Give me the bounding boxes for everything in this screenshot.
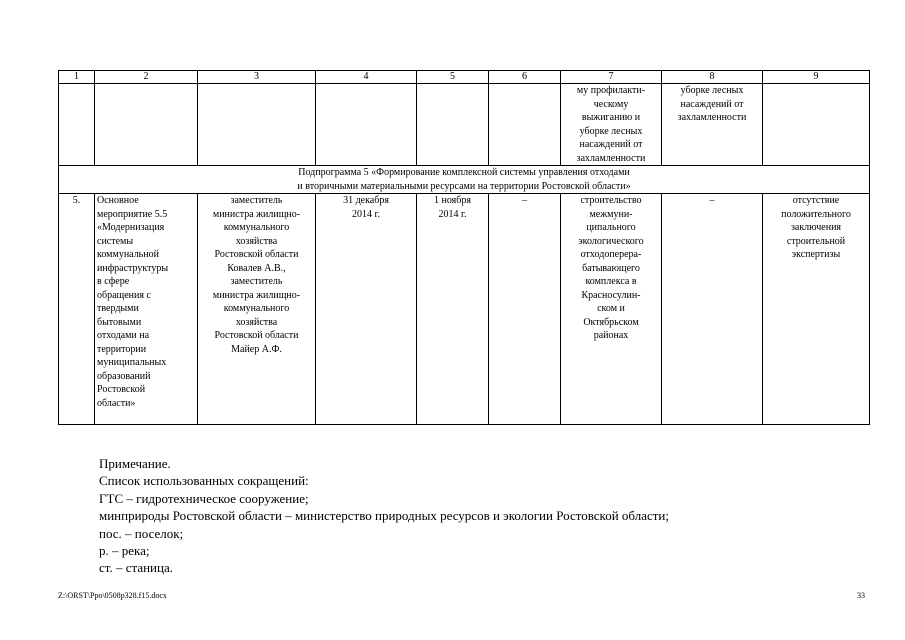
table-header-row — [59, 71, 870, 84]
footer-file-path: Z:\ORST\Ppo\0508p328.f15.docx — [58, 591, 167, 600]
header-cell: 2 — [95, 71, 198, 84]
header-cell: 9 — [763, 71, 870, 84]
header-cell: 3 — [198, 71, 316, 84]
note-line: пос. – поселок; — [99, 525, 184, 541]
note-line: р. – река; — [99, 543, 150, 559]
table-row-continuation — [59, 84, 870, 166]
date-cell: 1 ноября 2014 г. — [417, 194, 489, 425]
header-cell: 1 — [59, 71, 95, 84]
result-cell: строительство межмуни- ципального экологического отходоперера- батывающего комплекса в Красносулин- ском и Октябрьском районах — [561, 194, 662, 425]
note-title: Примечание. — [99, 456, 171, 471]
page-number: 33 — [857, 591, 865, 600]
col6-cell: – — [489, 194, 561, 425]
subprogram-title: Подпрограмма 5 «Формирование комплексной системы управления отходами и вторичными материальными ресурсами на территории Ростовской области» — [59, 166, 870, 194]
activity-table — [58, 70, 870, 425]
event-name-cell: Основное мероприятие 5.5 «Модернизация системы коммунальной инфраструктуры в сфере обращения с твердыми бытовыми отходами на территории муниципальных образований Ростовской области» — [95, 194, 198, 425]
continuation-col7-cell: му профилакти- ческому выжиганию и уборке лесных насаждений от захламленности — [561, 84, 662, 166]
continuation-col8-cell: уборке лесных насаждений от захламленности — [662, 84, 763, 166]
responsible-cell: заместитель министра жилищно- коммунального хозяйства Ростовской области Ковалев А.В., заместитель министра жилищно- коммунального хозяйства Ростовской области Майер А.Ф. — [198, 194, 316, 425]
col8-cell: – — [662, 194, 763, 425]
header-cell: 8 — [662, 71, 763, 84]
note-line: минприроды Ростовской области – министерство природных ресурсов и экологии Ростовской области; — [99, 508, 669, 524]
row-number: 5. — [59, 194, 95, 425]
abbreviations-note — [99, 455, 669, 577]
deadline-cell: 31 декабря 2014 г. — [316, 194, 417, 425]
note-line: ст. – станица. — [99, 560, 173, 576]
note-line: Список использованных сокращений: — [99, 473, 309, 489]
header-cell: 5 — [417, 71, 489, 84]
note-line: ГТС – гидротехническое сооружение; — [99, 490, 309, 506]
header-cell: 6 — [489, 71, 561, 84]
subprogram-row — [59, 166, 870, 194]
reason-cell: отсутствие положительного заключения строительной экспертизы — [763, 194, 870, 425]
header-cell: 7 — [561, 71, 662, 84]
header-cell: 4 — [316, 71, 417, 84]
table-row-5 — [59, 194, 870, 425]
